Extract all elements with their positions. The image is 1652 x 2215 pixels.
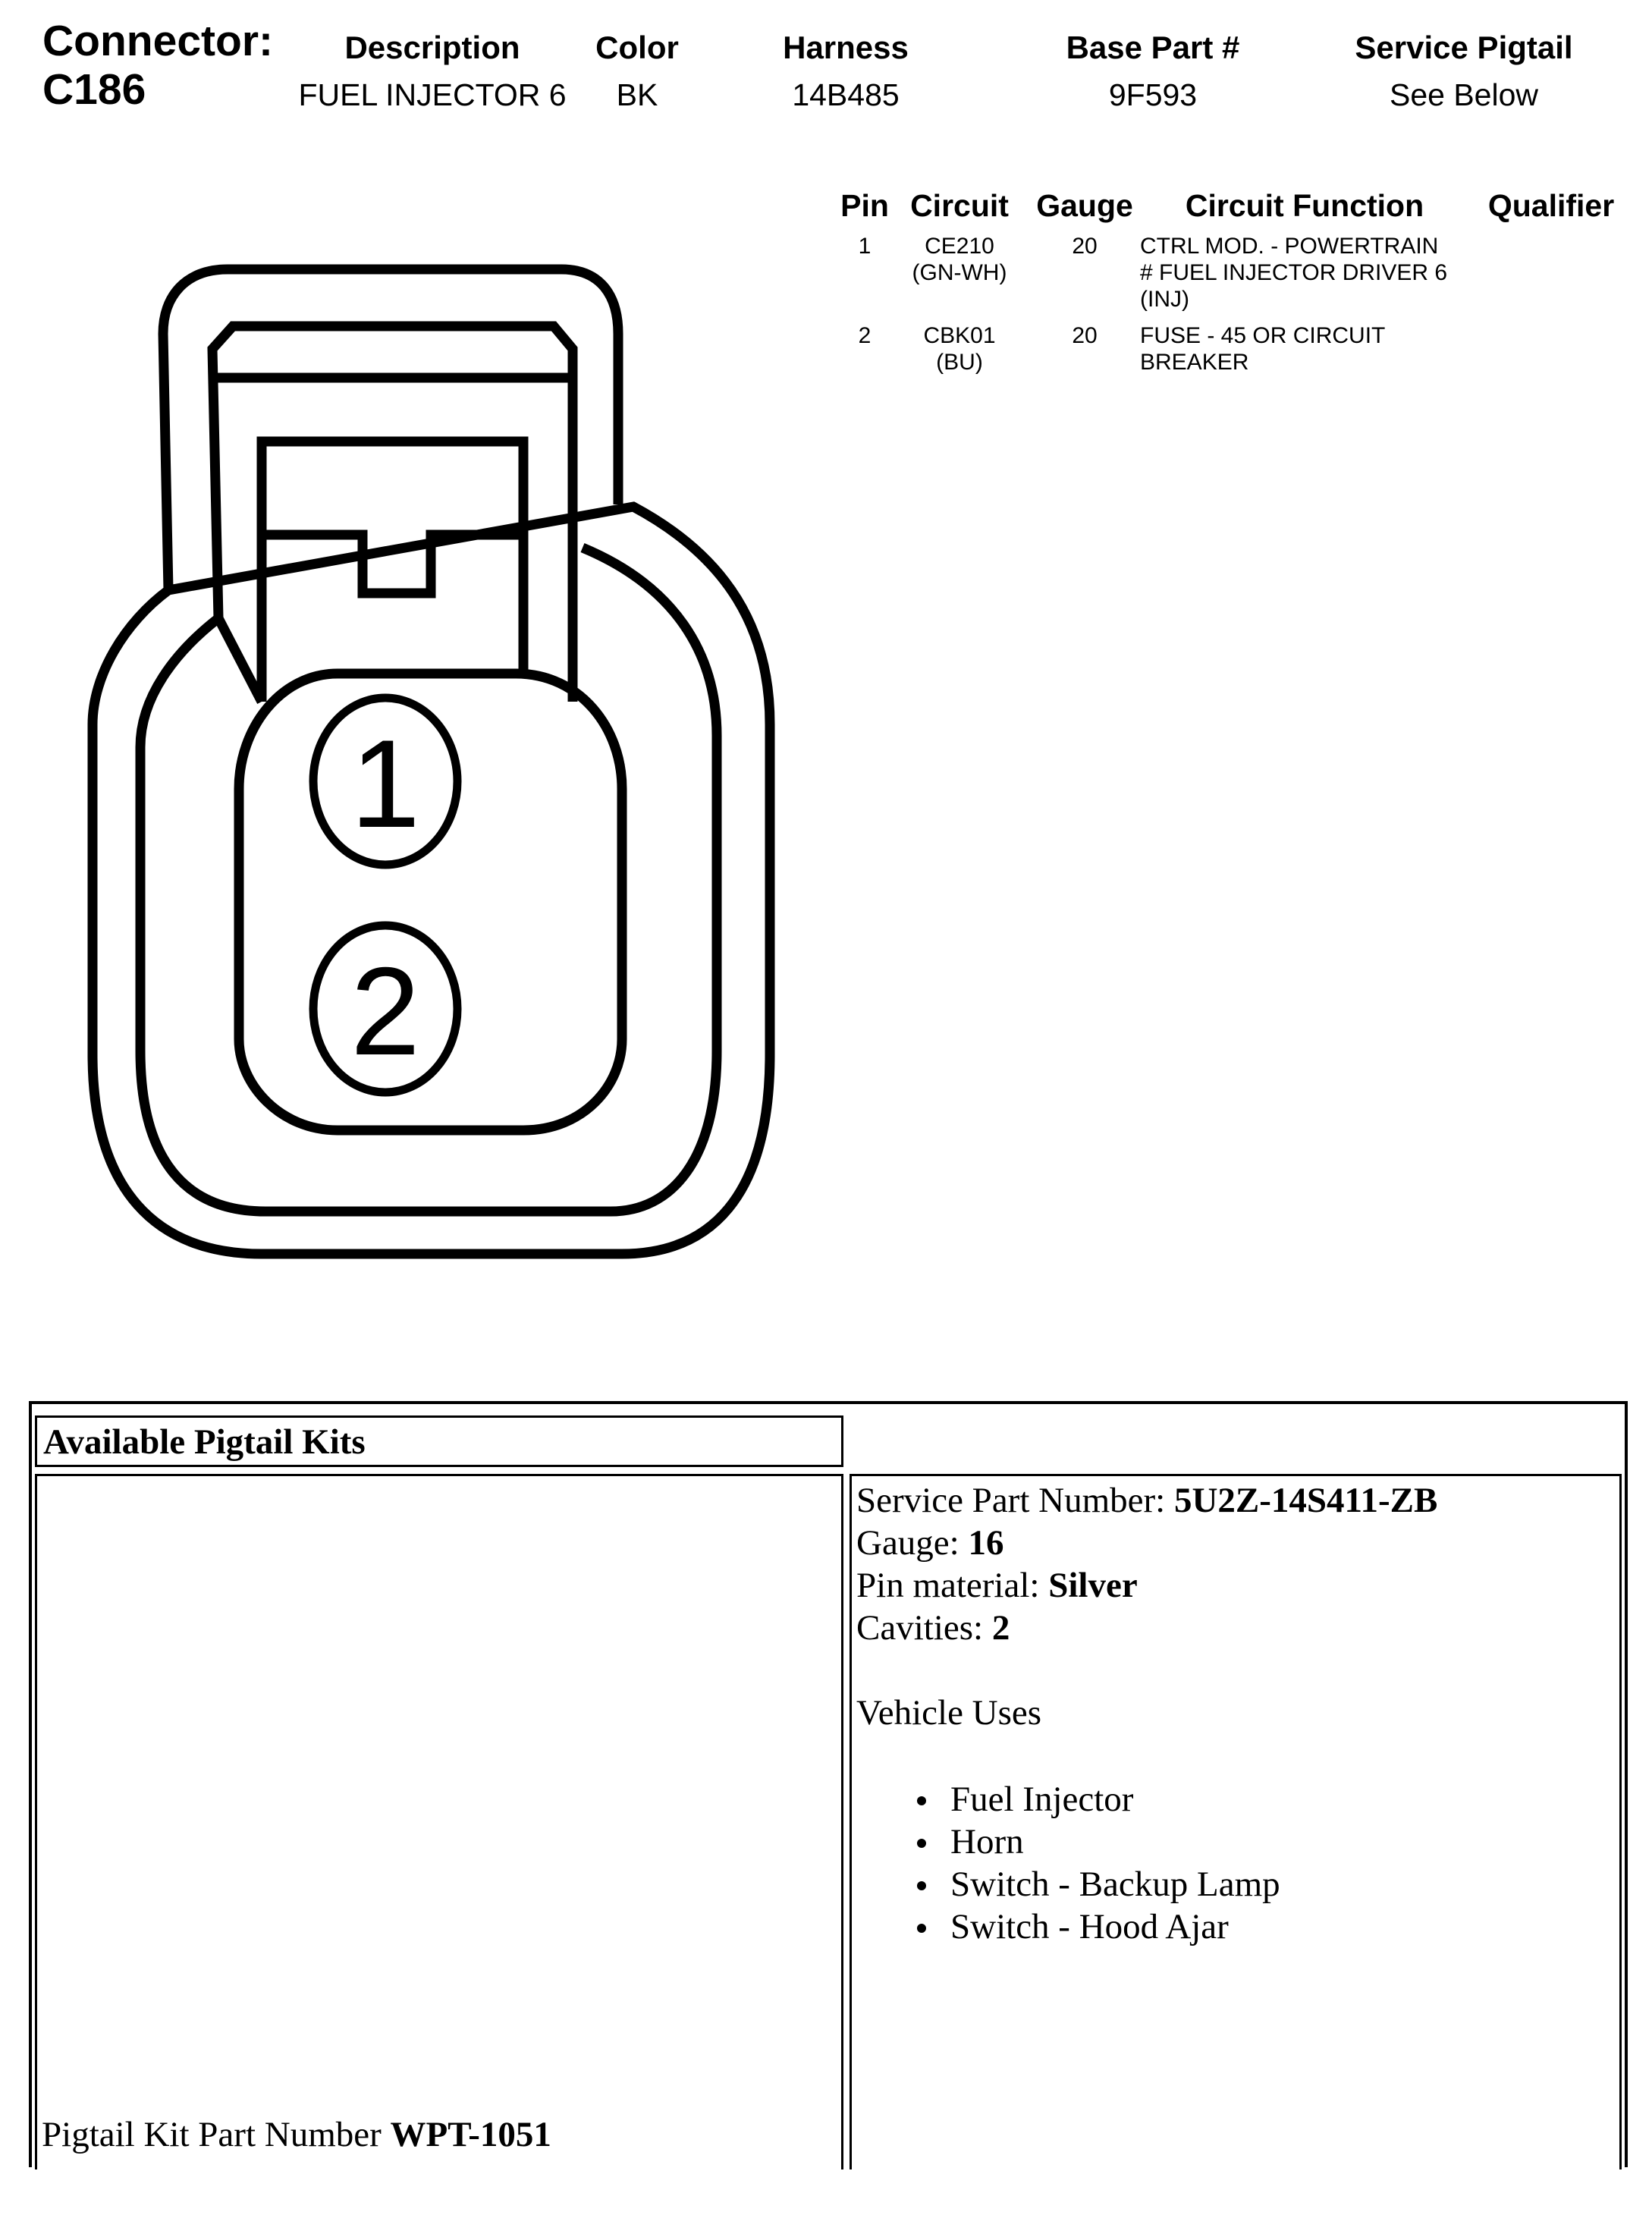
connector-diagram [0, 0, 804, 1290]
circuit-function-line: BREAKER [1140, 350, 1249, 375]
pigtail-kit-part-number [42, 2113, 551, 2156]
service-part-value: 5U2Z-14S411-ZB [1173, 1481, 1438, 1520]
header-color: Color [595, 30, 679, 65]
pin-1-label: 1 [350, 714, 420, 853]
pin-col-header: Pin [840, 188, 889, 223]
cavities-value: 2 [991, 1608, 1010, 1648]
kit-gauge [856, 1522, 1003, 1564]
circuit-function-line: CTRL MOD. - POWERTRAIN [1140, 234, 1439, 259]
circuit-code: CBK01 [923, 323, 996, 348]
gauge-value: 20 [1072, 234, 1098, 259]
vehicle-uses-heading: Vehicle Uses [856, 1693, 1042, 1733]
header-harness: Harness [783, 30, 909, 65]
gauge-col-header: Gauge [1036, 188, 1133, 223]
list-item: Switch - Backup Lamp [856, 1863, 1539, 1906]
pigtail-kit-details-cell [850, 1474, 1622, 2169]
pin-number: 1 [858, 234, 872, 259]
connector-outer-shell [93, 269, 770, 1254]
description-value: FUEL INJECTOR 6 [298, 77, 567, 112]
list-item: Switch - Hood Ajar [856, 1906, 1539, 1948]
vehicle-uses-list [856, 1778, 1539, 1948]
qualifier-col-header: Qualifier [1487, 188, 1615, 223]
kit-pin-material [856, 1564, 1138, 1607]
circuit-col-header: Circuit [910, 188, 1009, 223]
function-col-header: Circuit Function [1185, 188, 1424, 223]
pin-number: 2 [858, 323, 872, 348]
kit-gauge-label: Gauge: [856, 1523, 959, 1563]
key-slot [262, 441, 523, 702]
kit-part-value: WPT-1051 [390, 2115, 551, 2154]
pin-2-label: 2 [350, 941, 420, 1081]
base-part-value: 9F593 [1108, 77, 1198, 112]
pin-material-value: Silver [1048, 1566, 1138, 1605]
circuit-color: (GN-WH) [912, 260, 1007, 285]
pin-cavity [239, 674, 622, 1130]
header-base-part: Base Part # [1066, 30, 1240, 65]
header-description: Description [344, 30, 520, 65]
kit-part-label: Pigtail Kit Part Number [42, 2115, 382, 2154]
connector-id: C186 [42, 65, 146, 114]
circuit-function-line: FUSE - 45 OR CIRCUIT [1140, 323, 1386, 348]
circuit-color: (BU) [936, 350, 983, 375]
service-part-label: Service Part Number: [856, 1481, 1166, 1520]
circuit-code: CE210 [925, 234, 994, 259]
connector-inner-shell [140, 548, 717, 1211]
service-pigtail-value: See Below [1389, 77, 1538, 112]
pigtail-kit-image-cell [35, 1474, 843, 2169]
pin-material-label: Pin material: [856, 1566, 1040, 1605]
pigtail-kits-title: Available Pigtail Kits [43, 1422, 366, 1462]
kit-cavities [856, 1607, 1010, 1649]
service-part-number [856, 1479, 1437, 1522]
circuit-function-line: # FUEL INJECTOR DRIVER 6 [1140, 260, 1448, 285]
gauge-value: 20 [1072, 323, 1098, 348]
kit-gauge-value: 16 [968, 1523, 1004, 1563]
pigtail-kits-title-cell [35, 1415, 843, 1467]
connector-label: Connector: [42, 17, 273, 65]
latch-arm-left [218, 618, 262, 702]
list-item: Fuel Injector [856, 1778, 1539, 1821]
color-value: BK [616, 77, 658, 112]
harness-value: 14B485 [792, 77, 900, 112]
circuit-function-line: (INJ) [1140, 287, 1189, 312]
list-item: Horn [856, 1821, 1539, 1863]
header-service-pigtail: Service Pigtail [1355, 30, 1573, 65]
cavities-label: Cavities: [856, 1608, 984, 1648]
